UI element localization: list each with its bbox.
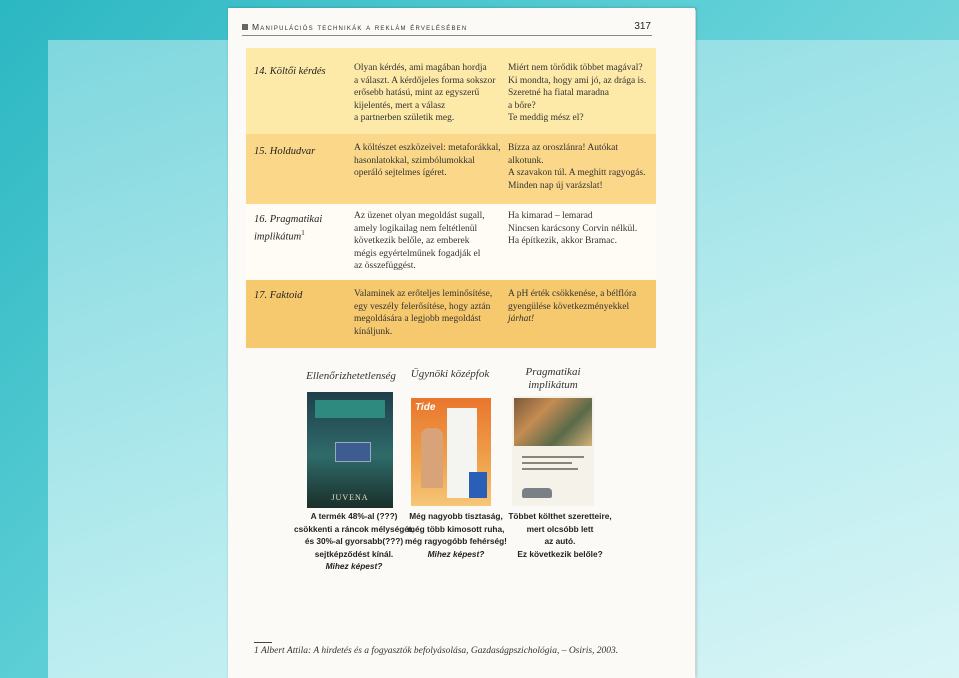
row-examples (508, 288, 656, 326)
example-line: Szeretné ha fiatal maradna (508, 88, 610, 99)
row-description (354, 62, 504, 125)
row-description (354, 210, 504, 273)
header-square-icon (242, 24, 248, 30)
row-description (354, 142, 504, 180)
row-term (254, 214, 342, 244)
desc-line: A költészet eszközeivel: metaforákkal, (354, 143, 501, 153)
footnote-rule (254, 642, 272, 643)
detergent-pack (469, 472, 487, 498)
caption-line: mert olcsóbb lett (526, 523, 594, 534)
car-icon (522, 488, 552, 498)
row-examples (508, 210, 656, 248)
desc-line: erősebb hatású, mint az egyszerű (354, 88, 480, 99)
desc-line: az összefüggést. (354, 261, 416, 272)
ad-text-line (522, 468, 578, 470)
person-figure (421, 428, 443, 488)
caption-line: csökkenti a ráncok mélységét, (294, 523, 414, 534)
example-line: A pH érték csökkenése, a bélflóra (508, 289, 637, 299)
table-row (246, 280, 656, 348)
desc-line: kínáljunk. (354, 326, 393, 337)
caption-line: sejtképződést kínál. (314, 548, 394, 559)
desc-line: hasonlatokkal, szimbólumokkal (354, 155, 475, 166)
row-examples (508, 142, 656, 192)
example-line: Bízza az oroszlánra! Autókat (508, 143, 618, 153)
ad-caption (404, 510, 508, 560)
desc-line: Valaminek az erőteljes leminősítése, (354, 289, 493, 299)
ad-title: Ügynöki középfok (410, 368, 490, 380)
caption-line: az autó. (544, 536, 576, 547)
ad-title-line: Pragmatikai (525, 366, 581, 378)
desc-line: a választ. A kérdőjeles forma sokszor (354, 75, 496, 86)
row-term: 15. Holdudvar (254, 146, 316, 157)
caption-line: és 30%-al gyorsabb(???) (304, 536, 404, 547)
ad-title (500, 366, 606, 392)
example-line: Minden nap új varázslat! (508, 180, 603, 191)
desc-line: kijelentés, mert a válasz (354, 100, 446, 111)
caption-line: Mihez képest? (325, 561, 383, 572)
juvena-ad-image (307, 392, 393, 508)
desc-line: operáló sejtelmes ígéret. (354, 168, 447, 179)
example-line: alkotunk. (508, 155, 544, 166)
ad-banner (315, 400, 385, 418)
caption-line: Még nagyobb tisztaság, (409, 511, 503, 521)
desc-line: megoldására a legjobb megoldást (354, 314, 481, 325)
example-line: Ha építkezik, akkor Bramac. (508, 236, 617, 247)
desc-line: következik belőle, az emberek (354, 236, 470, 247)
example-line: Ki mondta, hogy ami jó, az drága is. (508, 75, 647, 86)
header-text: Manipulációs technikák a reklám érvelésében (252, 22, 468, 32)
example-line: A szavakon túl. A meghitt ragyogás. (508, 168, 646, 179)
ad-caption (502, 510, 618, 560)
row-description (354, 288, 504, 338)
example-line: gyengülése következményekkel (508, 301, 630, 312)
caption-line: Többet költhet szeretteire, (508, 511, 612, 521)
family-photo (514, 398, 592, 446)
caption-line: még ragyogóbb fehérség! (405, 536, 507, 547)
tide-ad-image (411, 398, 491, 506)
example-line: Nincsen karácsony Corvin nélkül. (508, 223, 638, 234)
ad-title: Ellenőrizhetetlenség (306, 370, 396, 382)
car-ad-image (512, 396, 594, 506)
row-term: 17. Faktoid (254, 290, 303, 301)
table-row (246, 134, 656, 204)
row-examples (508, 62, 656, 125)
ad-caption (290, 510, 418, 573)
document-page (228, 8, 695, 678)
caption-line: Mihez képest? (427, 548, 485, 559)
desc-line: Az üzenet olyan megoldást sugall, (354, 211, 485, 221)
example-line: Miért nem törődik többet magával? (508, 63, 643, 73)
header-rule (242, 35, 652, 36)
desc-line: Olyan kérdés, ami magában hordja (354, 63, 487, 73)
ad-text-line (522, 456, 584, 458)
footnote: 1 Albert Attila: A hirdetés és a fogyasztók befolyásolása, Gazdaságpszichológia, – Osiris, 2003. (254, 646, 619, 656)
table-row (246, 48, 656, 134)
desc-line: mégis egyértelműnek fogadják el (354, 248, 481, 259)
caption-line: A termék 48%-al (???) (310, 511, 398, 521)
running-header (242, 22, 662, 36)
ad-brand-text: JUVENA (331, 493, 369, 502)
example-line: járhat! (508, 314, 535, 325)
example-line: a bőre? (508, 100, 536, 111)
ad-text-line (522, 462, 572, 464)
desc-line: amely logikailag nem feltétlenül (354, 223, 478, 234)
caption-line: még több kimosott ruha, (407, 523, 505, 534)
example-line: Ha kimarad – lemarad (508, 211, 593, 221)
ad-title-line: implikátum (528, 379, 578, 391)
caption-line: Ez következik belőle? (517, 548, 603, 559)
example-line: Te meddig mész el? (508, 113, 584, 124)
desc-line: egy veszély felerősítése, hogy aztán (354, 301, 491, 312)
product-box (335, 442, 371, 462)
row-term: 14. Költői kérdés (254, 66, 326, 77)
page-number: 317 (634, 21, 651, 32)
desc-line: a partnerben születik meg. (354, 113, 455, 124)
footnote-marker: 1 (301, 228, 305, 237)
table-row (246, 204, 656, 280)
ad-brand-text: Tide (415, 402, 436, 413)
term-label: 16. Pragmatikai implikátum (254, 214, 323, 243)
